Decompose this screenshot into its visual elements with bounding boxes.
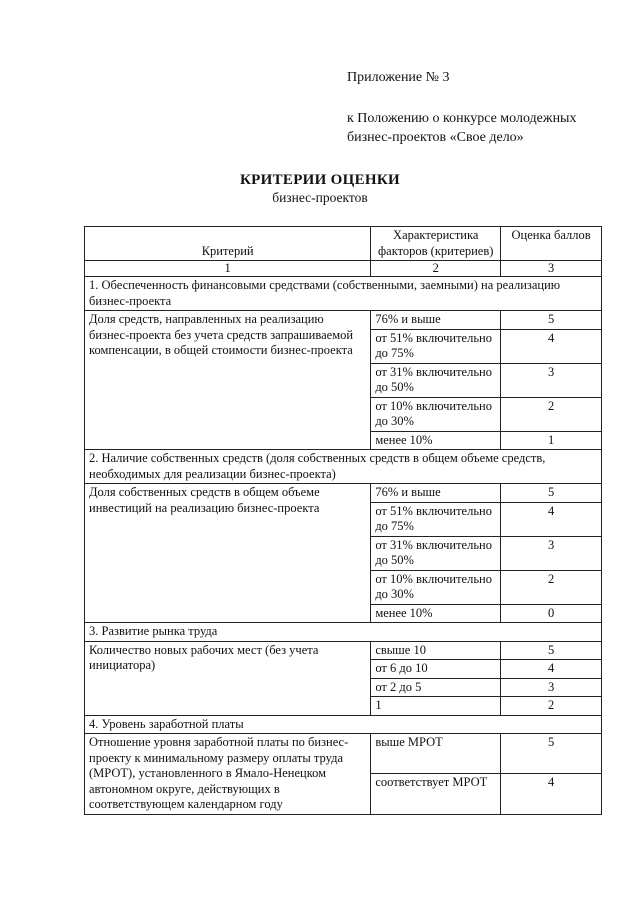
column-number-row xyxy=(85,261,602,277)
factor-cell: 1 xyxy=(371,697,501,716)
appendix-title: Приложение № 3 xyxy=(347,70,450,85)
table-row xyxy=(85,484,602,503)
header-factors: Характеристика факторов (критериев) xyxy=(371,227,501,261)
score-cell: 4 xyxy=(501,502,602,536)
score-cell: 5 xyxy=(501,734,602,774)
title-sub: бизнес-проектов xyxy=(272,190,368,205)
appendix-header xyxy=(347,68,576,147)
section-title: 2. Наличие собственных средств (доля собственных средств в общем объеме средств, необходимых для реализации бизнес-проекта) xyxy=(85,450,602,484)
factor-cell: от 10% включительно до 30% xyxy=(371,570,501,604)
factor-cell: менее 10% xyxy=(371,431,501,450)
factor-cell: от 31% включительно до 50% xyxy=(371,536,501,570)
factor-cell: соответствует МРОТ xyxy=(371,774,501,814)
section-title-row xyxy=(85,715,602,734)
score-cell: 3 xyxy=(501,363,602,397)
table-row xyxy=(85,734,602,774)
header-criterion: Критерий xyxy=(85,227,371,261)
column-number: 2 xyxy=(371,261,501,277)
header-score: Оценка баллов xyxy=(501,227,602,261)
factor-cell: 76% и выше xyxy=(371,311,501,330)
title-main: КРИТЕРИИ ОЦЕНКИ xyxy=(239,172,400,188)
criterion-cell: Доля средств, направленных на реализацию бизнес-проекта без учета средств запрашиваемой компенсации, в общей стоимости бизнес-проекта xyxy=(85,311,371,450)
criteria-table xyxy=(84,226,602,815)
table-row xyxy=(85,311,602,330)
column-number: 1 xyxy=(85,261,371,277)
column-number: 3 xyxy=(501,261,602,277)
section-title-row xyxy=(85,450,602,484)
score-cell: 4 xyxy=(501,329,602,363)
score-cell: 5 xyxy=(501,484,602,503)
factor-cell: от 51% включительно до 75% xyxy=(371,502,501,536)
factor-cell: выше МРОТ xyxy=(371,734,501,774)
table-row xyxy=(85,641,602,660)
section-title: 4. Уровень заработной платы xyxy=(85,715,602,734)
score-cell: 1 xyxy=(501,431,602,450)
score-cell: 4 xyxy=(501,660,602,679)
score-cell: 0 xyxy=(501,604,602,623)
factor-cell: от 6 до 10 xyxy=(371,660,501,679)
section-title: 3. Развитие рынка труда xyxy=(85,623,602,642)
score-cell: 2 xyxy=(501,570,602,604)
criterion-cell: Количество новых рабочих мест (без учета инициатора) xyxy=(85,641,371,715)
factor-cell: от 31% включительно до 50% xyxy=(371,363,501,397)
appendix-line-2: бизнес-проектов «Свое дело» xyxy=(347,130,524,145)
score-cell: 5 xyxy=(501,641,602,660)
score-cell: 2 xyxy=(501,697,602,716)
factor-cell: от 2 до 5 xyxy=(371,678,501,697)
score-cell: 5 xyxy=(501,311,602,330)
factor-cell: свыше 10 xyxy=(371,641,501,660)
factor-cell: от 10% включительно до 30% xyxy=(371,397,501,431)
score-cell: 2 xyxy=(501,397,602,431)
factor-cell: 76% и выше xyxy=(371,484,501,503)
section-title-row xyxy=(85,277,602,311)
criterion-cell: Отношение уровня заработной платы по бизнес-проекту к минимальному размеру оплаты труда (МРОТ), установленного в Ямало-Ненецком автономном округе, действующих в соответствующем календарном году xyxy=(85,734,371,815)
factor-cell: от 51% включительно до 75% xyxy=(371,329,501,363)
section-title-row xyxy=(85,623,602,642)
criterion-cell: Доля собственных средств в общем объеме инвестиций на реализацию бизнес-проекта xyxy=(85,484,371,623)
score-cell: 3 xyxy=(501,678,602,697)
section-title: 1. Обеспеченность финансовыми средствами (собственными, заемными) на реализацию бизнес-проекта xyxy=(85,277,602,311)
appendix-line-1: к Положению о конкурсе молодежных xyxy=(347,111,577,126)
factor-cell: менее 10% xyxy=(371,604,501,623)
score-cell: 3 xyxy=(501,536,602,570)
table-header-row xyxy=(85,227,602,261)
score-cell: 4 xyxy=(501,774,602,814)
document-title xyxy=(0,172,640,206)
